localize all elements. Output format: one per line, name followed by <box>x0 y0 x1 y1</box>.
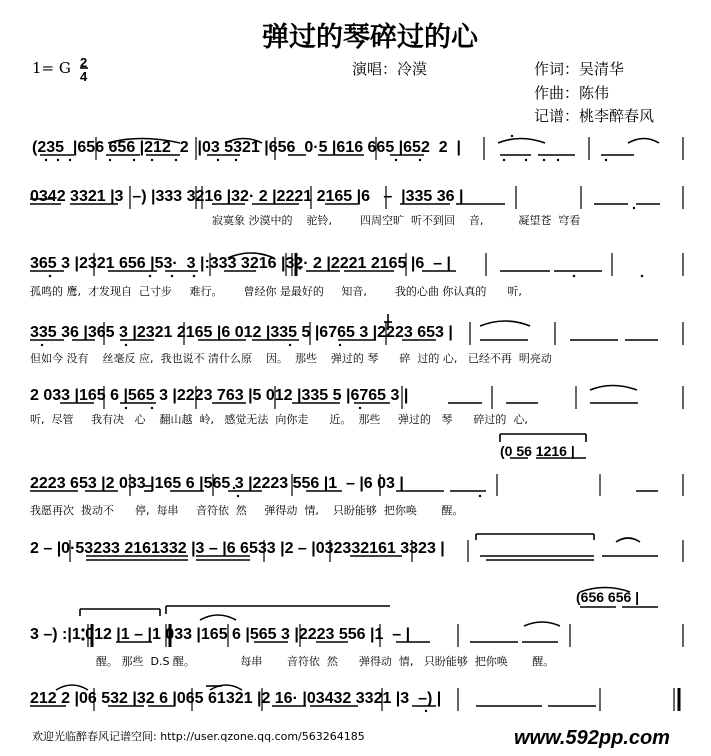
notation-row-4: 335 36 |365 3 |2321 2165 |6 012 |335 5 |6765 3 |2223 653 | <box>30 324 453 341</box>
notation-row-5: 2 033 |165 6 |565 3 |2223 763 |5 012 |335 5 |6765 3 | <box>30 387 409 404</box>
lyricist-credit: 作词：吴清华 <box>534 60 625 78</box>
lyrics-row-5: 听, 尽管 我有决 心 翻山越 岭, 感觉无法 向你走 近。 那些 弹过的 琴 碎过的 心, <box>30 413 528 426</box>
time-signature-numerator: 2 <box>80 55 88 70</box>
composer-credit: 作曲：陈伟 <box>534 84 610 102</box>
key-signature: 1= G <box>32 59 71 77</box>
notation-row-5-pickup: (0 56 1216 | <box>500 443 575 459</box>
notation-row-7-pickup: (656 656 | <box>576 589 640 605</box>
notation-row-8: 3 –) :|1 012 |1 – |1 033 |165 6 |565 3 |2223 556 |1 – | <box>30 626 411 643</box>
notation-row-1: (235 |656 656 |212 2 |03 5321 |656 0·5 |616 665 |652 2 | <box>32 139 461 156</box>
notation-row-6: 2223 653 |2 033 |165 6 |565 3 |2223 556 |1 – |6 03 | <box>30 475 404 492</box>
lyrics-row-4: 但如今 没有 丝毫反 应, 我也说不 清什么原 因。 那些 弹过的 琴 碎 过的 心, 已经不再 明亮动 <box>30 352 552 365</box>
lyrics-row-2: 寂寞象 沙漠中的 驼铃, 四周空旷 听不到回 音, 凝望苍 穹看 <box>212 214 581 227</box>
transcriber-credit: 记谱：桃李醉春风 <box>534 107 655 125</box>
notation-row-9: 212 2 |06 532 |32 6 |065 61321 |2 16· |03432 3321 |3 –) | <box>30 690 442 707</box>
lyrics-row-3: 孤鸣的 鹰, 才发现自 己寸步 难行。 曾经你 是最好的 知音, 我的心曲 你认真的 听, <box>30 285 522 298</box>
lyrics-row-8: 醒。 那些 D.S 醒。 每串 音符依 然 弹得动 情, 只盼能够 把你唤 醒。 <box>96 655 555 668</box>
footer-text: 欢迎光临醉春风记谱空间: http://user.qzone.qq.com/563264185 <box>32 730 365 743</box>
notation-row-7: 2 – |0·53233 2161332 |3 – |6 6533 |2 – |032332161 3323 | <box>30 540 445 557</box>
time-signature-denominator: 4 <box>80 69 88 84</box>
notation-row-2: 0342 3321 |3 –) |333 3216 |32· 2 |2221 2165 |6 – |335 36 | <box>30 188 464 205</box>
website-watermark: www.592pp.com <box>514 727 670 749</box>
notation-row-3: 365 3 |2321 656 |53· 3 |:333 3216 |32· 2 |2221 2165 |6 – | <box>30 255 451 272</box>
performer-credit: 演唱：冷漠 <box>352 60 428 78</box>
song-title: 弹过的琴碎过的心 <box>262 22 478 53</box>
lyrics-row-6: 我愿再次 拨动不 停, 每串 音符依 然 弹得动 情, 只盼能够 把你唤 醒。 <box>30 504 464 517</box>
